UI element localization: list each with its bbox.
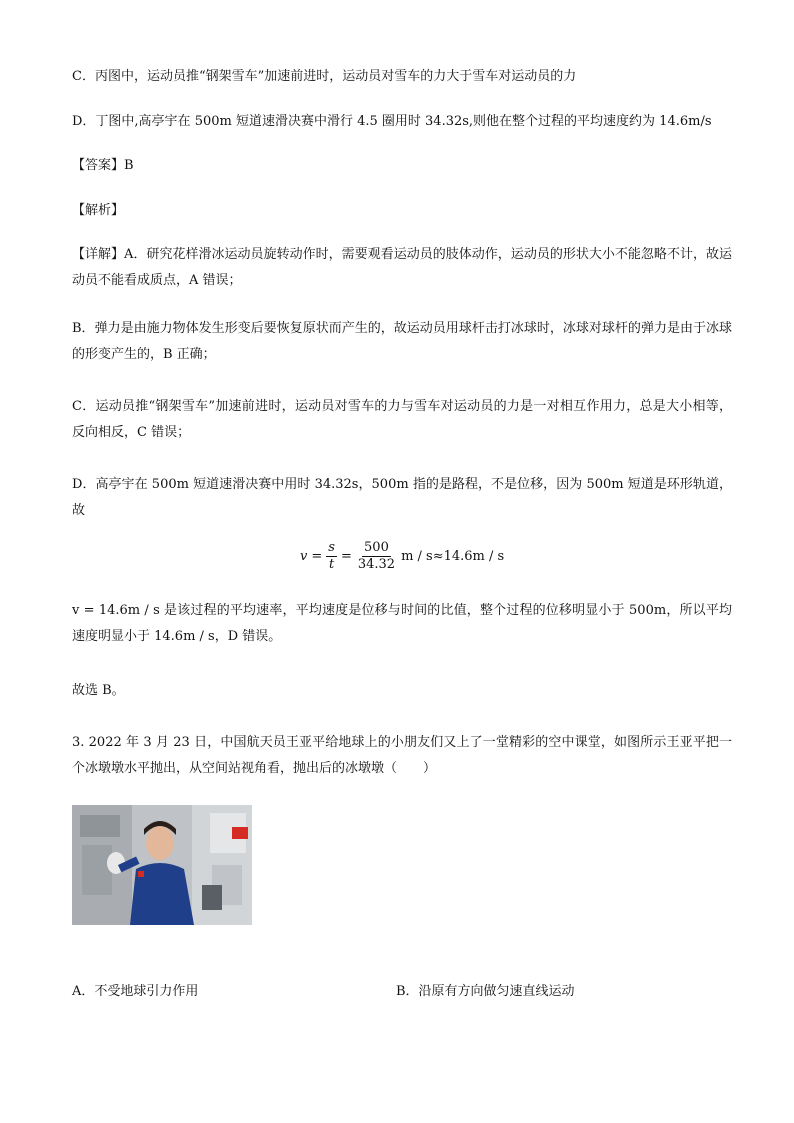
answer-line: 【答案】B [72, 158, 134, 173]
explanation-b: B．弹力是由施力物体发生形变后要恢复原状而产生的，故运动员用球杆击打冰球时，冰球对球杆的弹力是由于冰球的形变产生的，B 正确； [72, 321, 732, 362]
question-3-option-b: B．沿原有方向做匀速直线运动 [396, 984, 575, 999]
velocity-formula [300, 540, 504, 573]
fraction-500-over-time [356, 540, 397, 573]
fraction-34-32: 34.32 [357, 557, 396, 572]
conclusion: 故选 B。 [72, 683, 125, 698]
fraction-500: 500 [364, 540, 389, 555]
question-3-option-a: A．不受地球引力作用 [72, 984, 199, 999]
analysis-heading: 【解析】 [72, 203, 125, 218]
fraction-t: t [328, 557, 335, 572]
formula-eq2: = [340, 549, 352, 564]
fraction-s: s [328, 540, 335, 555]
space-station-photo [72, 805, 252, 925]
explanation-after: v = 14.6m / s 是该过程的平均速率，平均速度是位移与时间的比值，整个过程的位移明显小于 500m，所以平均速度明显小于 14.6m / s，D 错误。 [72, 603, 732, 644]
formula-v: v [300, 549, 308, 564]
fraction-s-over-t [326, 540, 337, 573]
option-c-previous: C．丙图中，运动员推“钢架雪车”加速前进时，运动员对雪车的力大于雪车对运动员的力 [72, 69, 577, 84]
formula-eq1: = [311, 549, 323, 564]
explanation-c: C．运动员推“钢架雪车”加速前进时，运动员对雪车的力与雪车对运动员的力是一对相互作用力，总是大小相等，反向相反，C 错误； [72, 399, 732, 440]
explanation-d: D．高亭宇在 500m 短道速滑决赛中用时 34.32s，500m 指的是路程，不是位移，因为 500m 短道是环形轨道，故 [72, 477, 732, 518]
astronaut-illustration [72, 805, 252, 925]
formula-tail: m / s≈14.6m / s [401, 549, 505, 564]
question-3-stem: 3. 2022 年 3 月 23 日，中国航天员王亚平给地球上的小朋友们又上了一堂精彩的空中课堂，如图所示王亚平把一个冰墩墩水平抛出，从空间站视角看，抛出后的冰墩墩（ ） [72, 735, 732, 776]
option-d-previous: D．丁图中,高亭宇在 500m 短道速滑决赛中滑行 4.5 圈用时 34.32s,则他在整个过程的平均速度约为 14.6m/s [72, 114, 712, 129]
explanation-a: 【详解】A．研究花样滑冰运动员旋转动作时，需要观看运动员的肢体动作，运动员的形状大小不能忽略不计，故运动员不能看成质点，A 错误； [72, 247, 732, 288]
